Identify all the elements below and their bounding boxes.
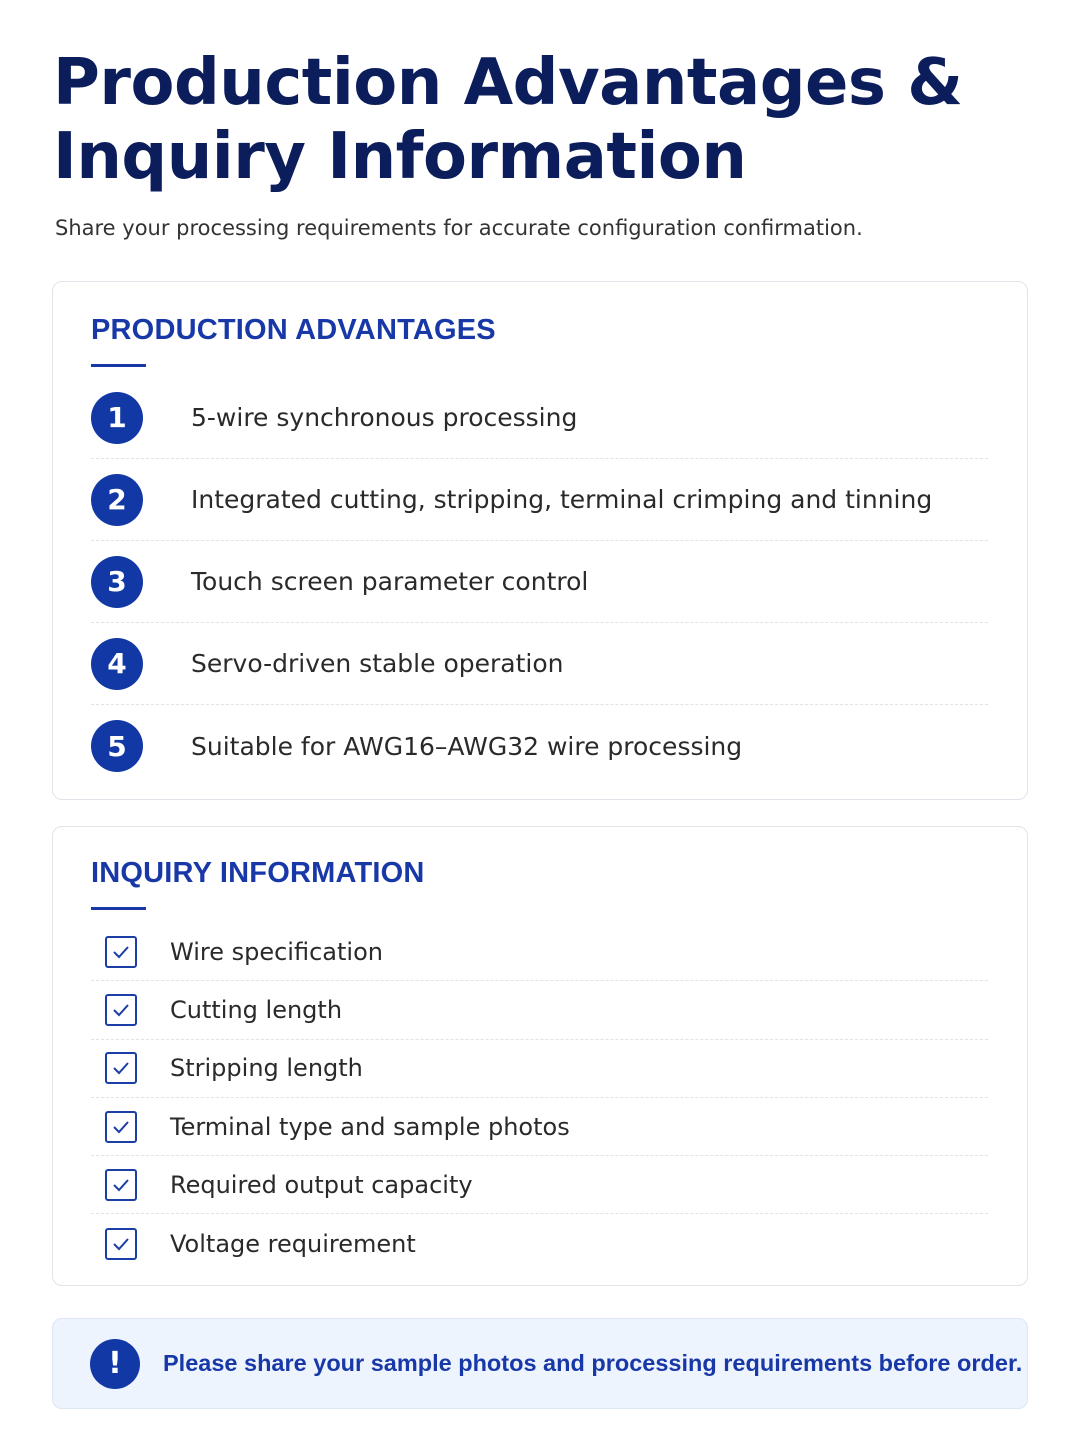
inquiry-heading-underline: [91, 907, 146, 910]
advantage-item: [91, 623, 988, 705]
checklist-item: [91, 1214, 988, 1272]
inquiry-information-card: [52, 826, 1028, 1286]
checklist-label: Required output capacity: [170, 1170, 473, 1199]
checklist-item: [91, 1040, 988, 1098]
number-badge-2: 2: [91, 474, 143, 526]
advantages-list: [91, 377, 988, 787]
advantage-text: Suitable for AWG16–AWG32 wire processing: [191, 731, 743, 761]
advantage-item: [91, 459, 988, 541]
page-subtitle: Share your processing requirements for accurate configuration confirmation.: [55, 216, 863, 240]
notice-banner: [52, 1318, 1028, 1409]
checklist-label: Cutting length: [170, 995, 343, 1024]
checkbox-checked-icon[interactable]: [105, 1111, 137, 1143]
checklist-label: Wire specification: [170, 937, 383, 966]
checkbox-checked-icon[interactable]: [105, 1228, 137, 1260]
advantage-item: [91, 705, 988, 787]
checkbox-checked-icon[interactable]: [105, 1169, 137, 1201]
checklist-label: Stripping length: [170, 1054, 363, 1083]
checklist-item: [91, 981, 988, 1039]
inquiry-checklist: [91, 923, 988, 1273]
number-badge-3: 3: [91, 556, 143, 608]
inquiry-heading: INQUIRY INFORMATION: [91, 857, 425, 889]
advantage-item: [91, 541, 988, 623]
exclamation-icon: !: [90, 1339, 140, 1389]
checklist-label: Voltage requirement: [170, 1229, 416, 1258]
checkbox-checked-icon[interactable]: [105, 994, 137, 1026]
checklist-label: Terminal type and sample photos: [170, 1112, 570, 1141]
number-badge-5: 5: [91, 720, 143, 772]
advantage-text: 5-wire synchronous processing: [191, 403, 578, 432]
number-badge-4: 4: [91, 638, 143, 690]
checkbox-checked-icon[interactable]: [105, 936, 137, 968]
production-advantages-card: [52, 281, 1028, 800]
page-title: Production Advantages & Inquiry Information: [53, 46, 963, 194]
number-badge-1: 1: [91, 392, 143, 444]
advantage-text: Servo-driven stable operation: [191, 649, 564, 678]
checklist-item: [91, 1156, 988, 1214]
advantage-text: Touch screen parameter control: [191, 567, 589, 596]
advantages-heading-underline: [91, 364, 146, 367]
checklist-item: [91, 923, 988, 981]
notice-text: Please share your sample photos and processing requirements before order.: [163, 1350, 1023, 1376]
advantage-item: [91, 377, 988, 459]
checklist-item: [91, 1098, 988, 1156]
advantages-heading: PRODUCTION ADVANTAGES: [91, 314, 496, 346]
checkbox-checked-icon[interactable]: [105, 1052, 137, 1084]
advantage-text: Integrated cutting, stripping, terminal crimping and tinning: [191, 485, 933, 514]
